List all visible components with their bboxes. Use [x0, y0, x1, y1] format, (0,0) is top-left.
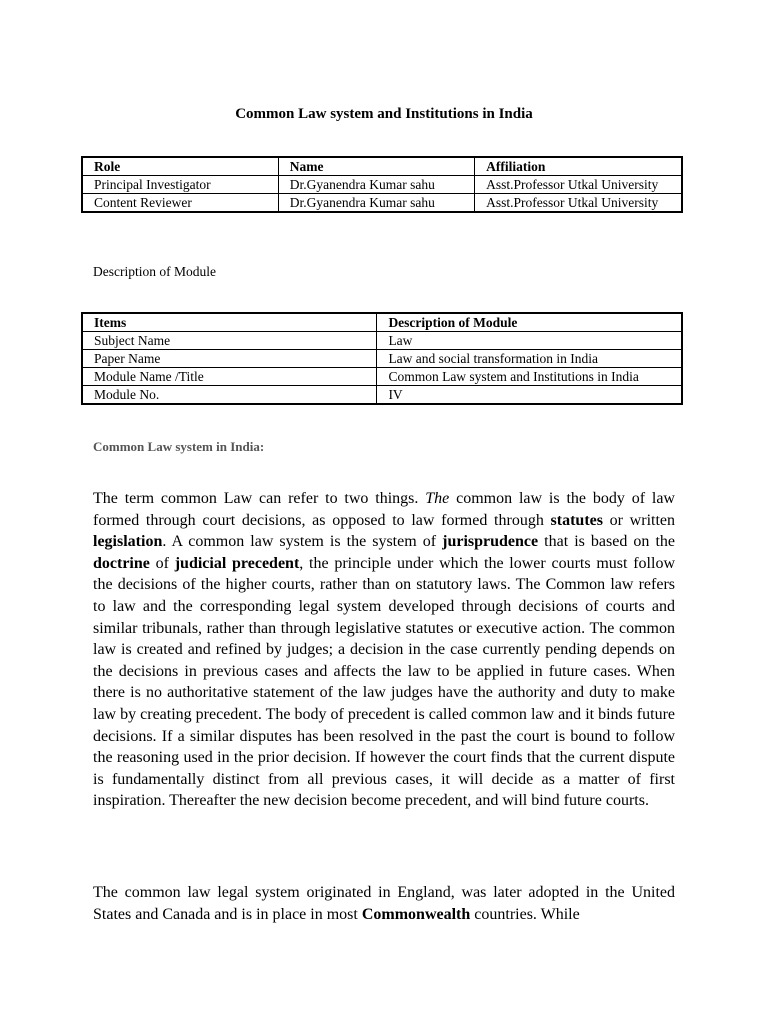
cell-name: Dr.Gyanendra Kumar sahu — [278, 176, 474, 194]
text-run: . A common law system is the system of — [162, 533, 443, 551]
header-items: Items — [82, 313, 377, 332]
body-paragraph — [93, 882, 675, 925]
cell-affiliation: Asst.Professor Utkal University — [475, 194, 682, 213]
section-heading: Common Law system in India: — [93, 439, 265, 454]
bold-term: jurisprudence — [442, 533, 539, 551]
table-row — [82, 368, 682, 386]
text-run: of — [149, 554, 175, 572]
italic-term: The — [425, 490, 450, 507]
header-role: Role — [82, 157, 278, 176]
header-name: Name — [278, 157, 474, 176]
text-run: The common law legal system originated in England, was later adopted in the United States and Canada and is in place in most — [93, 884, 675, 923]
cell-description: Law — [377, 332, 682, 350]
table-row — [82, 176, 682, 194]
table-row — [82, 386, 682, 405]
bold-term: doctrine — [93, 554, 150, 572]
table-header-row — [82, 313, 682, 332]
cell-item: Subject Name — [82, 332, 377, 350]
table-row — [82, 332, 682, 350]
cell-description: Common Law system and Institutions in India — [377, 368, 682, 386]
cell-role: Principal Investigator — [82, 176, 278, 194]
text-run: The term common Law can refer to two things. — [93, 490, 426, 507]
cell-item: Paper Name — [82, 350, 377, 368]
roles-table — [81, 156, 683, 213]
table-row — [82, 194, 682, 213]
bold-term: statutes — [550, 511, 603, 529]
text-run: or written — [602, 511, 676, 529]
header-description: Description of Module — [377, 313, 682, 332]
body-paragraph — [93, 488, 675, 812]
bold-term: judicial precedent — [174, 554, 300, 572]
document-title: Common Law system and Institutions in India — [235, 106, 533, 122]
bold-term: Commonwealth — [361, 905, 471, 923]
text-run: that is based on the — [538, 533, 675, 551]
cell-name: Dr.Gyanendra Kumar sahu — [278, 194, 474, 213]
table-row — [82, 350, 682, 368]
text-run: , the principle under which the lower courts must follow the decisions of the higher courts, rather than on statutory laws. The Common law refers to law and the corresponding legal system developed through decisions of courts and similar tribunals, rather than through legislative statutes or executive action. The common law is created and refined by judges; a decision in the case currently pending depends on the decisions in previous cases and affects the law to be applied in future cases. When there is no authoritative statement of the law judges have the authority and duty to make law by creating precedent. The body of precedent is called common law and it binds future decisions. If a similar disputes has been resolved in the past the court is bound to follow the reasoning used in the prior decision. If however the court finds that the current dispute is fundamentally distinct from all previous cases, it will decide as a matter of first inspiration. Thereafter the new decision become precedent, and will bind future courts. — [93, 554, 675, 810]
cell-item: Module No. — [82, 386, 377, 405]
cell-description: Law and social transformation in India — [377, 350, 682, 368]
bold-term: legislation — [93, 533, 163, 551]
cell-item: Module Name /Title — [82, 368, 377, 386]
cell-role: Content Reviewer — [82, 194, 278, 213]
table-header-row — [82, 157, 682, 176]
cell-description: IV — [377, 386, 682, 405]
text-run: common law is the body of law formed through court decisions, as opposed to law formed through — [93, 490, 675, 529]
module-table — [81, 312, 683, 405]
text-run: countries. While — [470, 905, 580, 923]
cell-affiliation: Asst.Professor Utkal University — [475, 176, 682, 194]
header-affiliation: Affiliation — [475, 157, 682, 176]
description-label: Description of Module — [93, 264, 216, 279]
